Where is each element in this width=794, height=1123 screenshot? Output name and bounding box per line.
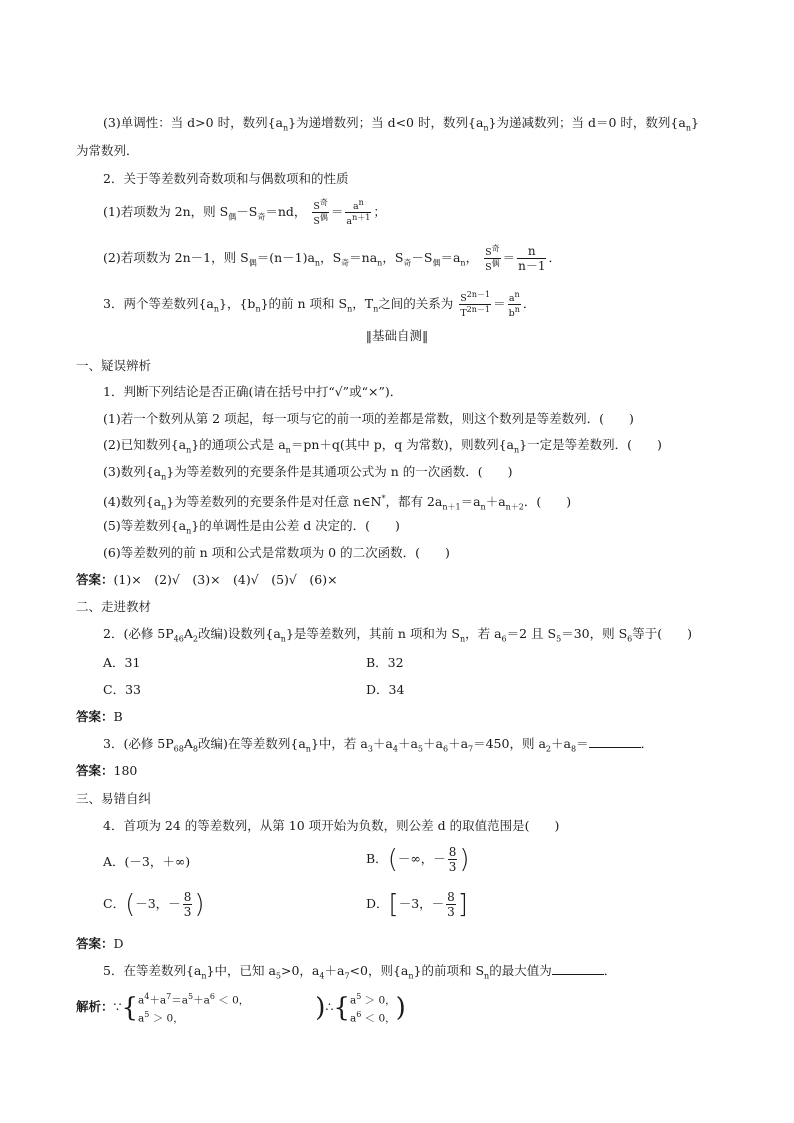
answer-3: 答案：180	[76, 763, 138, 778]
property-3-line2: 为常数列．	[76, 143, 139, 158]
option-d: D．34	[366, 682, 405, 697]
option-4b: B．(－∞，－ $\frac{8}{3}$ )	[366, 844, 470, 875]
formula-line-2: (2)若项数为 2n－1，则 $S_偶=(n-1)a_n$，$S_奇=na_n$，$S_奇-S_偶=a_n$， $\frac{S^奇}{S^偶}$ ＝ $\frac{n}{n-1}$ ．	[103, 244, 561, 274]
option-4d: D．[－3，－ $\frac{8}{3}$ ]	[366, 889, 468, 920]
section-title: ‖基础自测‖	[365, 328, 429, 343]
answer-4: 答案：D	[76, 936, 124, 951]
part3-title: 三、易错自纠	[76, 791, 152, 806]
question-1-item-2: (2)已知数列$\{a_n\}$的通项公式是 $a_n=pn+q$(其中 p，q 为常数)，则数列$\{a_n\}$一定是等差数列．( )	[103, 437, 662, 455]
question-1-item-5: (5)等差数列$\{a_n\}$的单调性是由公差 d 决定的．( )	[103, 518, 400, 536]
option-a: A．31	[103, 655, 141, 670]
option-c: C．33	[103, 682, 141, 697]
question-5: 5．在等差数列$\{a_n\}$中，已知 $a_5>0$，$a_4+a_7<0$，则$\{a_n\}$的前项和 $S_n$的最大值为 ．	[103, 963, 617, 981]
option-b: B．32	[366, 655, 404, 670]
answer-blank	[589, 735, 641, 748]
question-3: 3．(必修 $5P_{68}A_8$改编)在等差数列$\{a_n\}$中，若 $a_3+a_4+a_5+a_6+a_7=450$，则 $a_2+a_8=$ ．	[103, 736, 654, 754]
formula-line-1: (1)若项数为 2n，则 $S_偶-S_奇=nd$， $\frac{S^奇}{S^偶}$ ＝ $\frac{a^n}{a^{n+1}}$ ；	[103, 198, 386, 228]
option-4a: A．(－3，＋∞)	[103, 854, 191, 869]
solution-5: 解析：$\because\{a^4+a^7=a^5+a^6 < 0$， $a^5 > 0$， )$\therefore\{a^5 > 0$， $a^6 < 0$，)	[76, 992, 406, 1024]
answer-2: 答案：B	[76, 709, 123, 724]
answer-1: 答案：(1)× (2)√ (3)× (4)√ (5)√ (6)×	[76, 572, 338, 587]
question-1-item-6: (6)等差数列的前 n 项和公式是常数项为 0 的二次函数．( )	[103, 545, 450, 560]
question-4: 4．首项为 24 的等差数列，从第 10 项开始为负数，则公差 d 的取值范围是( )	[103, 818, 560, 833]
part1-title: 一、疑误辨析	[76, 358, 152, 373]
question-2: 2．(必修 $5P_{46}A_2$改编)设数列$\{a_n\}$是等差数列，其前 n 项和为 $S_n$，若 $a_6=2$ 且 $S_5=30$，则 $S_6$等于( )	[103, 626, 692, 644]
question-1-item-1: (1)若一个数列从第 2 项起，每一项与它的前一项的差都是常数，则这个数列是等差数列．( )	[103, 411, 634, 426]
property-3-line1: (3)单调性：当 d>0 时，数列$\{a_n\}$为递增数列；当 d<0 时，数列$\{a_n\}$为递减数列；当 d＝0 时，数列$\{a_n\}$	[103, 115, 699, 133]
question-1-item-3: (3)数列$\{a_n\}$为等差数列的充要条件是其通项公式为 n 的一次函数．( )	[103, 464, 513, 482]
heading-2: 2．关于等差数列奇数项和与偶数项和的性质	[103, 171, 349, 186]
question-1-item-4: (4)数列$\{a_n\}$为等差数列的充要条件是对任意 n∈N*，都有 $2a_{n+1}=a_n+a_{n+2}$．( )	[103, 494, 572, 512]
heading-3: 3．两个等差数列$\{a_n\}$，$\{b_n\}$的前 n 项和 $S_n$，$T_n$之间的关系为 $\frac{S^{2n-1}}{T^{2n-1}}$ ＝ $\frac{a^n}{b^n}$ ．	[103, 290, 536, 320]
question-1: 1．判断下列结论是否正确(请在括号中打“√”或“×”)．	[103, 384, 403, 399]
option-4c: C．(－3，－ $\frac{8}{3}$ )	[103, 889, 205, 920]
part2-title: 二、走进教材	[76, 599, 152, 614]
